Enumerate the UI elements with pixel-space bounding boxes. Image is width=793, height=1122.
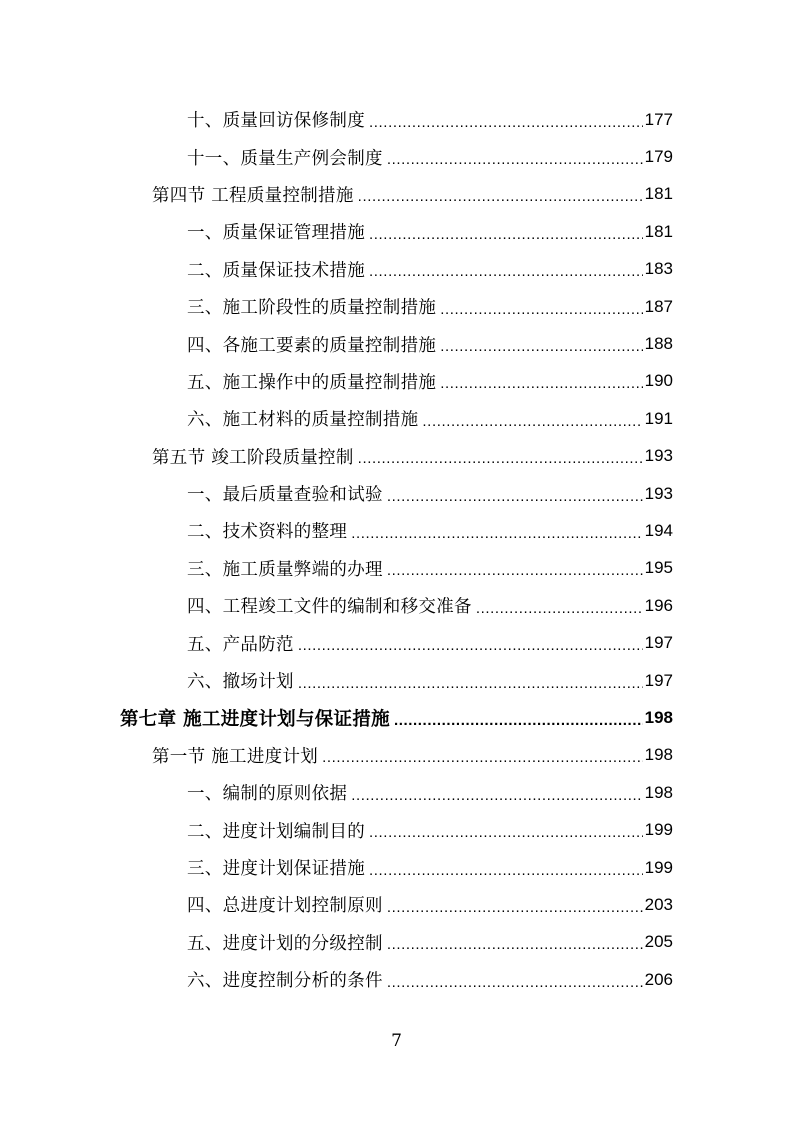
toc-entry-item[interactable] xyxy=(0,363,793,400)
toc-entry-page-number: 191 xyxy=(644,408,673,428)
toc-dot-leader xyxy=(387,558,643,578)
toc-entry-page-number: 181 xyxy=(644,184,673,204)
toc-entry-title: 一、质量保证管理措施 xyxy=(187,223,365,244)
toc-entry-item[interactable] xyxy=(0,662,793,699)
toc-entry-page-number: 205 xyxy=(644,932,673,952)
toc-entry-page-number: 181 xyxy=(644,221,673,241)
toc-dot-leader xyxy=(322,745,643,765)
toc-entry-chapter[interactable] xyxy=(0,699,793,736)
toc-dot-leader xyxy=(298,633,643,653)
toc-entry-title: 四、各施工要素的质量控制措施 xyxy=(187,335,437,356)
toc-entry-item[interactable] xyxy=(0,774,793,811)
toc-dot-leader xyxy=(351,521,642,541)
toc-entry-title: 六、施工材料的质量控制措施 xyxy=(187,410,419,431)
toc-dot-leader xyxy=(369,222,643,242)
toc-dot-leader xyxy=(440,334,642,354)
toc-entry-title: 四、总进度计划控制原则 xyxy=(187,896,383,917)
toc-entry-item[interactable] xyxy=(0,961,793,998)
toc-entry-title: 一、编制的原则依据 xyxy=(187,784,348,805)
toc-entry-title: 十、质量回访保修制度 xyxy=(187,111,365,132)
toc-dot-leader xyxy=(440,371,642,391)
toc-entry-title: 一、最后质量查验和试验 xyxy=(187,485,383,506)
toc-dot-leader xyxy=(387,932,643,952)
toc-entry-title: 二、进度计划编制目的 xyxy=(187,821,365,842)
toc-entry-item[interactable] xyxy=(0,550,793,587)
toc-dot-leader xyxy=(369,110,643,130)
toc-dot-leader xyxy=(387,484,643,504)
toc-entry-page-number: 198 xyxy=(644,782,673,802)
toc-dot-leader xyxy=(476,596,643,616)
toc-entry-page-number: 188 xyxy=(644,334,673,354)
toc-entry-title: 三、施工质量弊端的办理 xyxy=(187,559,383,580)
toc-dot-leader xyxy=(369,259,643,279)
toc-entry-item[interactable] xyxy=(0,886,793,923)
toc-entry-section[interactable] xyxy=(0,438,793,475)
toc-entry-page-number: 197 xyxy=(644,670,673,690)
toc-entry-item[interactable] xyxy=(0,924,793,961)
toc-entry-section[interactable] xyxy=(0,737,793,774)
toc-entry-page-number: 198 xyxy=(644,745,673,765)
toc-dot-leader xyxy=(351,783,642,803)
toc-dot-leader xyxy=(369,858,643,878)
toc-entry-item[interactable] xyxy=(0,811,793,848)
toc-entry-item[interactable] xyxy=(0,325,793,362)
toc-entry-title: 三、施工阶段性的质量控制措施 xyxy=(187,298,437,319)
toc-dot-leader xyxy=(394,708,643,728)
toc-dot-leader xyxy=(369,820,643,840)
toc-entry-item[interactable] xyxy=(0,475,793,512)
toc-entry-item[interactable] xyxy=(0,288,793,325)
toc-entry-item[interactable] xyxy=(0,251,793,288)
toc-entry-item[interactable] xyxy=(0,101,793,138)
toc-entry-page-number: 190 xyxy=(644,371,673,391)
toc-dot-leader xyxy=(358,446,643,466)
table-of-contents xyxy=(0,101,793,998)
toc-entry-title: 五、产品防范 xyxy=(187,634,294,655)
toc-entry-item[interactable] xyxy=(0,849,793,886)
toc-entry-title: 五、施工操作中的质量控制措施 xyxy=(187,372,437,393)
toc-entry-page-number: 194 xyxy=(644,520,673,540)
toc-entry-page-number: 193 xyxy=(644,483,673,503)
toc-entry-title: 六、进度控制分析的条件 xyxy=(187,971,383,992)
toc-entry-page-number: 177 xyxy=(644,109,673,129)
toc-entry-item[interactable] xyxy=(0,587,793,624)
toc-dot-leader xyxy=(387,147,643,167)
toc-entry-title: 十一、质量生产例会制度 xyxy=(187,148,383,169)
toc-dot-leader xyxy=(387,895,643,915)
toc-entry-title: 六、撤场计划 xyxy=(187,672,294,693)
toc-entry-title: 第五节 竣工阶段质量控制 xyxy=(152,447,354,468)
toc-dot-leader xyxy=(358,184,643,204)
toc-dot-leader xyxy=(298,671,643,691)
toc-entry-title: 四、工程竣工文件的编制和移交准备 xyxy=(187,597,472,618)
toc-entry-page-number: 183 xyxy=(644,259,673,279)
toc-entry-page-number: 199 xyxy=(644,820,673,840)
toc-entry-title: 第七章 施工进度计划与保证措施 xyxy=(120,708,390,730)
toc-entry-page-number: 197 xyxy=(644,633,673,653)
toc-entry-page-number: 199 xyxy=(644,857,673,877)
toc-entry-item[interactable] xyxy=(0,213,793,250)
toc-entry-item[interactable] xyxy=(0,624,793,661)
toc-entry-page-number: 203 xyxy=(644,894,673,914)
toc-dot-leader xyxy=(440,297,642,317)
toc-entry-page-number: 196 xyxy=(644,595,673,615)
toc-dot-leader xyxy=(387,970,643,990)
toc-entry-page-number: 187 xyxy=(644,296,673,316)
toc-entry-title: 第四节 工程质量控制措施 xyxy=(152,185,354,206)
toc-entry-item[interactable] xyxy=(0,400,793,437)
toc-dot-leader xyxy=(422,409,642,429)
toc-entry-item[interactable] xyxy=(0,138,793,175)
toc-entry-page-number: 198 xyxy=(644,707,673,727)
toc-entry-page-number: 195 xyxy=(644,558,673,578)
page-number: 7 xyxy=(391,1031,402,1051)
toc-entry-section[interactable] xyxy=(0,176,793,213)
toc-entry-title: 二、质量保证技术措施 xyxy=(187,260,365,281)
toc-entry-title: 五、进度计划的分级控制 xyxy=(187,933,383,954)
toc-entry-page-number: 193 xyxy=(644,446,673,466)
toc-entry-page-number: 206 xyxy=(644,969,673,989)
toc-entry-title: 二、技术资料的整理 xyxy=(187,522,348,543)
toc-entry-title: 第一节 施工进度计划 xyxy=(152,746,319,767)
toc-entry-title: 三、进度计划保证措施 xyxy=(187,859,365,879)
toc-entry-item[interactable] xyxy=(0,512,793,549)
toc-entry-page-number: 179 xyxy=(644,147,673,167)
